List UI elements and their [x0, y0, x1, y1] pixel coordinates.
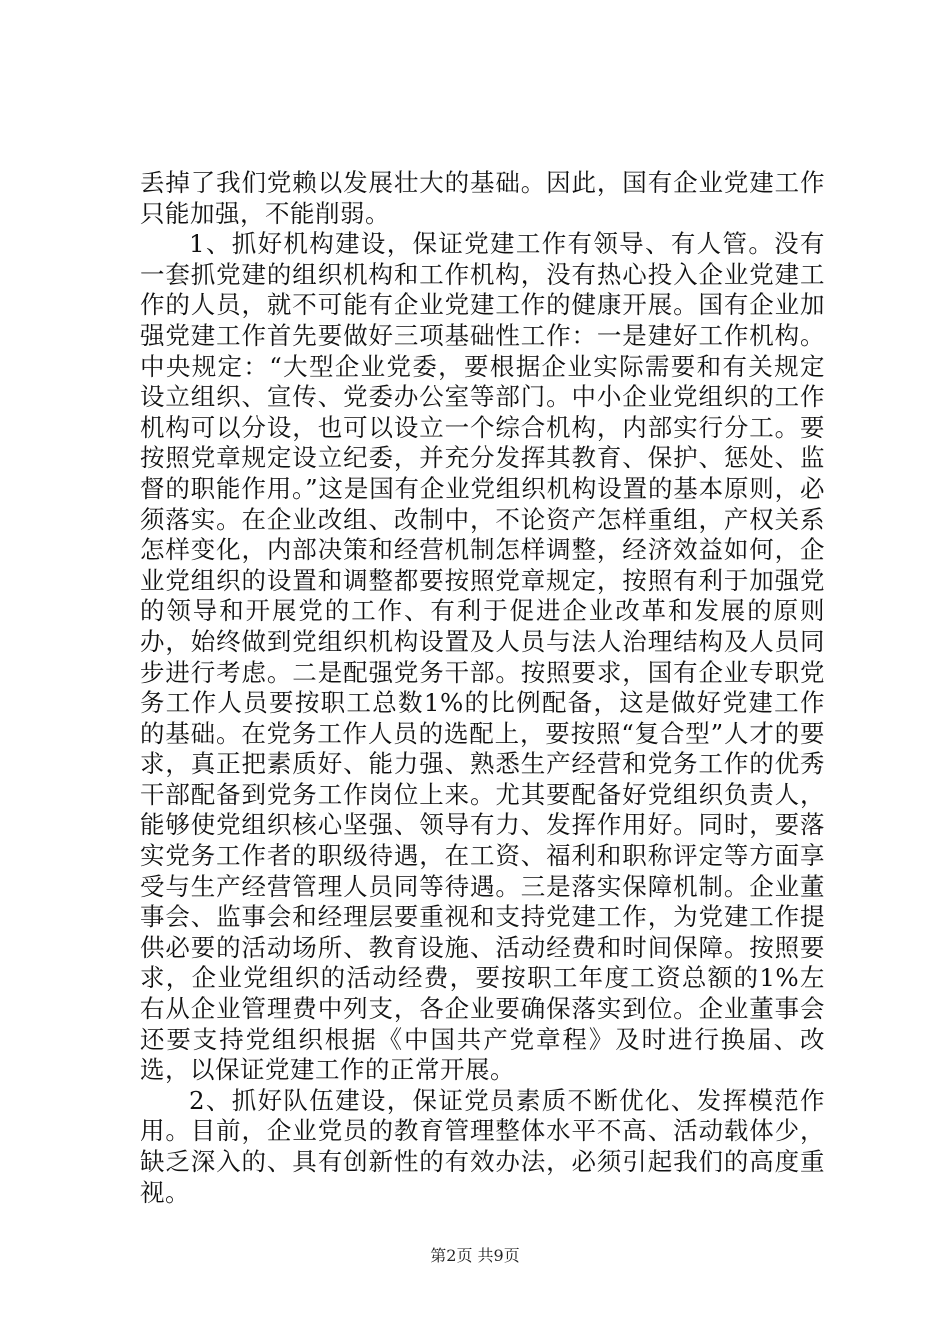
document-body — [140, 168, 825, 1208]
paragraph-continuation: 丢掉了我们党赖以发展壮大的基础。因此，国有企业党建工作只能加强，不能削弱。 — [140, 168, 825, 228]
paragraph-team-building: 2、抓好队伍建设，保证党员素质不断优化、发挥模范作用。目前，企业党员的教育管理整体水平不高、活动载体少，缺乏深入的、具有创新性的有效办法，必须引起我们的高度重视。 — [140, 1085, 825, 1207]
page-number-footer: 第2页 共9页 — [430, 1246, 520, 1265]
paragraph-organization-building: 1、抓好机构建设，保证党建工作有领导、有人管。没有一套抓党建的组织机构和工作机构，没有热心投入企业党建工作的人员，就不可能有企业党建工作的健康开展。国有企业加强党建工作首先要做好三项基础性工作：一是建好工作机构。中央规定：“大型企业党委，要根据企业实际需要和有关规定设立组织、宣传、党委办公室等部门。中小企业党组织的工作机构可以分设，也可以设立一个综合机构，内部实行分工。要按照党章规定设立纪委，并充分发挥其教育、保护、惩处、监督的职能作用。”这是国有企业党组织机构设置的基本原则，必须落实。在企业改组、改制中，不论资产怎样重组，产权关系怎样变化，内部决策和经营机制怎样调整，经济效益如何，企业党组织的设置和调整都要按照党章规定，按照有利于加强党的领导和开展党的工作、有利于促进企业改革和发展的原则办，始终做到党组织机构设置及人员与法人治理结构及人员同步进行考虑。二是配强党务干部。按照要求，国有企业专职党务工作人员要按职工总数1%的比例配备，这是做好党建工作的基础。在党务工作人员的选配上，要按照“复合型”人才的要求，真正把素质好、能力强、熟悉生产经营和党务工作的优秀干部配备到党务工作岗位上来。尤其要配备好党组织负责人，能够使党组织核心坚强、领导有力、发挥作用好。同时，要落实党务工作者的职级待遇，在工资、福利和职称评定等方面享受与生产经营管理人员同等待遇。三是落实保障机制。企业董事会、监事会和经理层要重视和支持党建工作，为党建工作提供必要的活动场所、教育设施、活动经费和时间保障。按照要求，企业党组织的活动经费，要按职工年度工资总额的1%左右从企业管理费中列支，各企业要确保落实到位。企业董事会还要支持党组织根据《中国共产党章程》及时进行换届、改选，以保证党建工作的正常开展。 — [140, 229, 825, 1085]
